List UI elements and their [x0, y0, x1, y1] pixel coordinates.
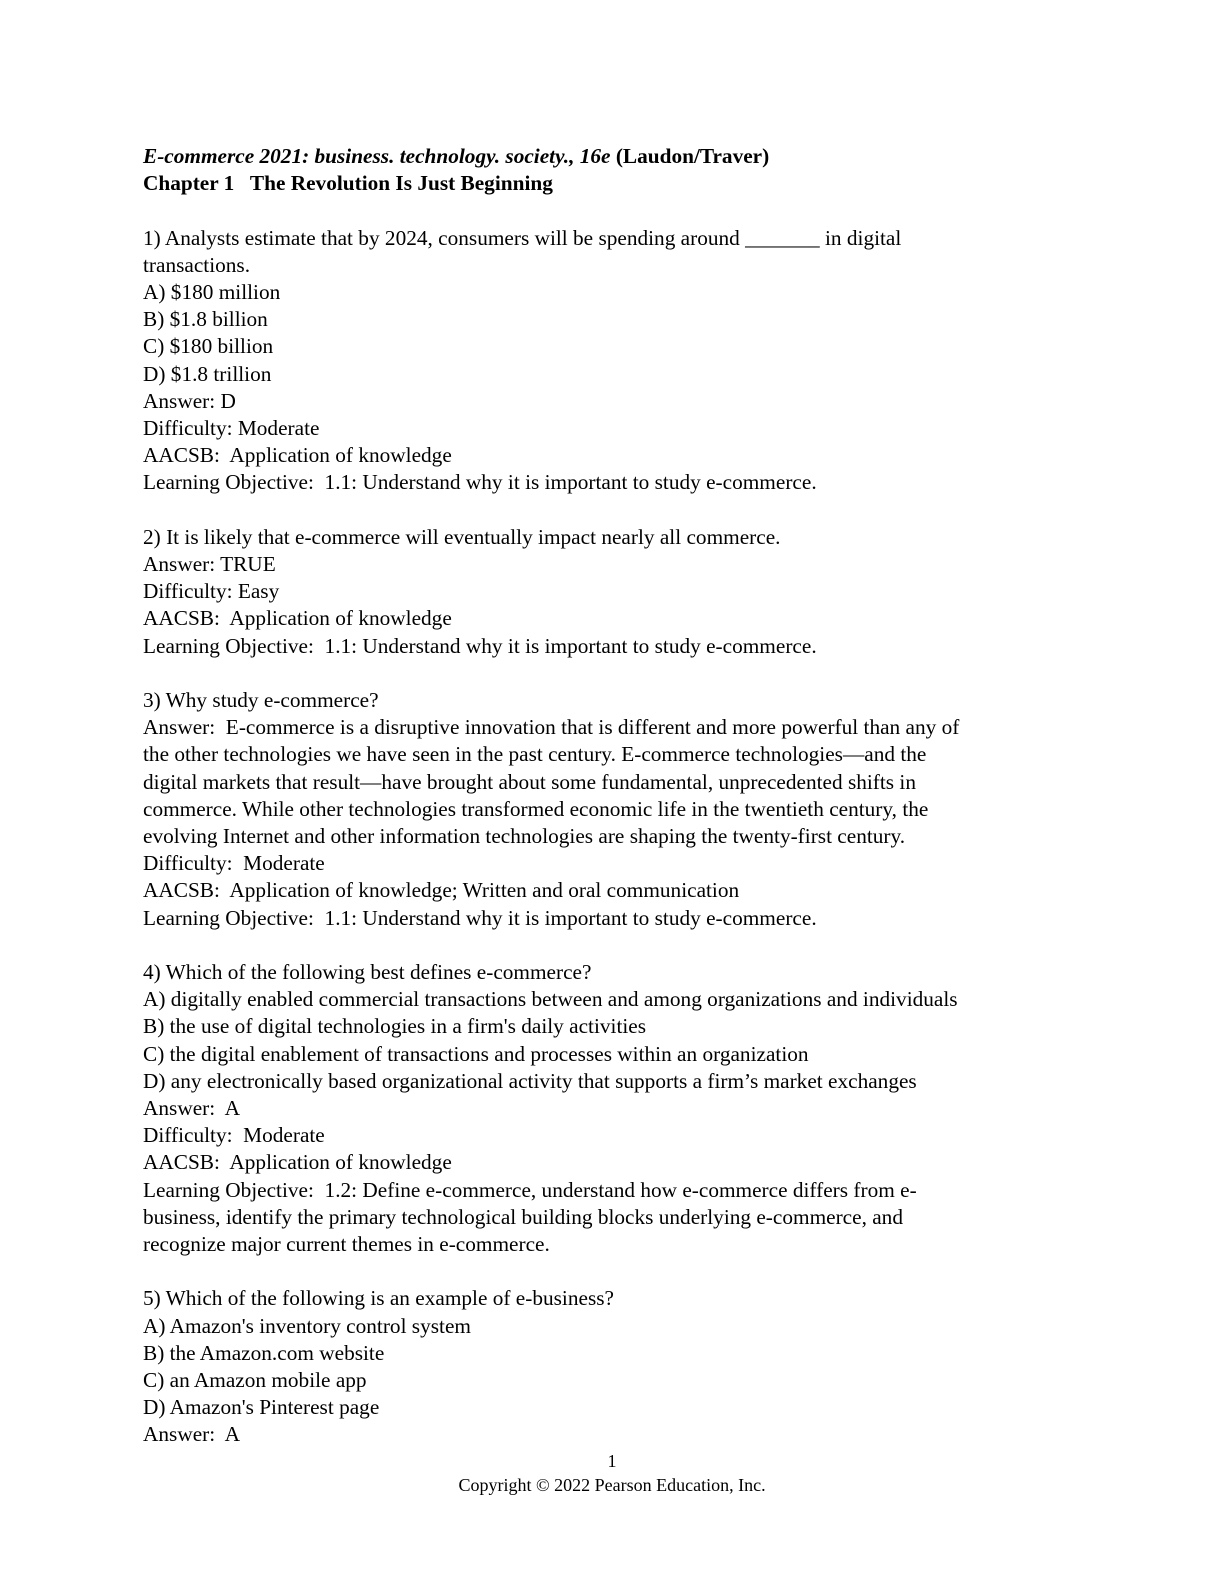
- option-a: A) Amazon's inventory control system: [143, 1313, 471, 1338]
- learning-objective: Learning Objective: 1.1: Understand why it is important to study e-commerce.: [143, 633, 817, 658]
- answer-line: digital markets that result—have brought about some fundamental, unprecedented shifts in: [143, 769, 916, 794]
- answer: Answer: TRUE: [143, 552, 276, 577]
- question-4: [143, 959, 1073, 1258]
- option-b: B) $1.8 billion: [143, 307, 268, 332]
- aacsb: AACSB: Application of knowledge: [143, 606, 452, 631]
- difficulty: Difficulty: Moderate: [143, 1123, 325, 1148]
- book-title: E-commerce 2021: business. technology. society., 16e: [143, 144, 611, 168]
- question-stem: 4) Which of the following best defines e-commerce?: [143, 960, 592, 985]
- learning-objective: Learning Objective: 1.2: Define e-commerce, understand how e-commerce differs from e-: [143, 1177, 917, 1202]
- answer-line: Answer: E-commerce is a disruptive innovation that is different and more powerful than any of: [143, 715, 960, 740]
- option-a: A) digitally enabled commercial transactions between and among organizations and individuals: [143, 987, 958, 1012]
- option-d: D) $1.8 trillion: [143, 361, 272, 386]
- learning-objective-cont: business, identify the primary technological building blocks underlying e-commerce, and: [143, 1204, 903, 1229]
- learning-objective-cont: recognize major current themes in e-commerce.: [143, 1232, 550, 1257]
- question-1: [143, 225, 1073, 497]
- learning-objective: Learning Objective: 1.1: Understand why it is important to study e-commerce.: [143, 470, 817, 495]
- answer: Answer: A: [143, 1422, 241, 1447]
- aacsb: AACSB: Application of knowledge: [143, 1150, 452, 1175]
- option-d: D) any electronically based organizational activity that supports a firm’s market exchanges: [143, 1068, 917, 1093]
- authors: (Laudon/Traver): [615, 144, 770, 168]
- option-b: B) the Amazon.com website: [143, 1340, 385, 1365]
- answer: Answer: A: [143, 1096, 241, 1121]
- question-5: [143, 1285, 1073, 1448]
- aacsb: AACSB: Application of knowledge; Written and oral communication: [143, 878, 740, 903]
- option-c: C) an Amazon mobile app: [143, 1368, 367, 1393]
- option-c: C) $180 billion: [143, 334, 274, 359]
- book-title-line: [143, 143, 1073, 170]
- answer: Answer: D: [143, 388, 236, 413]
- document-body: [143, 143, 1073, 1449]
- answer-line: the other technologies we have seen in the past century. E-commerce technologies—and the: [143, 742, 927, 767]
- answer-line: commerce. While other technologies transformed economic life in the twentieth century, the: [143, 796, 929, 821]
- question-stem: 5) Which of the following is an example of e-business?: [143, 1286, 614, 1311]
- difficulty: Difficulty: Moderate: [143, 416, 320, 441]
- page-number: 1: [607, 1451, 617, 1471]
- aacsb: AACSB: Application of knowledge: [143, 443, 452, 468]
- difficulty: Difficulty: Easy: [143, 579, 280, 604]
- answer-line: evolving Internet and other information technologies are shaping the twenty-first century.: [143, 824, 906, 849]
- question-stem: 1) Analysts estimate that by 2024, consumers will be spending around _______ in digital: [143, 225, 902, 250]
- option-b: B) the use of digital technologies in a firm's daily activities: [143, 1014, 647, 1039]
- question-stem-cont: transactions.: [143, 252, 251, 277]
- copyright-notice: Copyright © 2022 Pearson Education, Inc.: [458, 1475, 766, 1495]
- learning-objective: Learning Objective: 1.1: Understand why it is important to study e-commerce.: [143, 905, 817, 930]
- question-2: [143, 524, 1073, 660]
- option-c: C) the digital enablement of transactions and processes within an organization: [143, 1041, 809, 1066]
- option-d: D) Amazon's Pinterest page: [143, 1395, 380, 1420]
- chapter-title: Chapter 1 The Revolution Is Just Beginning: [143, 171, 553, 196]
- question-3: [143, 687, 1073, 932]
- question-stem: 3) Why study e-commerce?: [143, 688, 379, 713]
- difficulty: Difficulty: Moderate: [143, 851, 325, 876]
- question-stem: 2) It is likely that e-commerce will eventually impact nearly all commerce.: [143, 524, 781, 549]
- option-a: A) $180 million: [143, 280, 281, 304]
